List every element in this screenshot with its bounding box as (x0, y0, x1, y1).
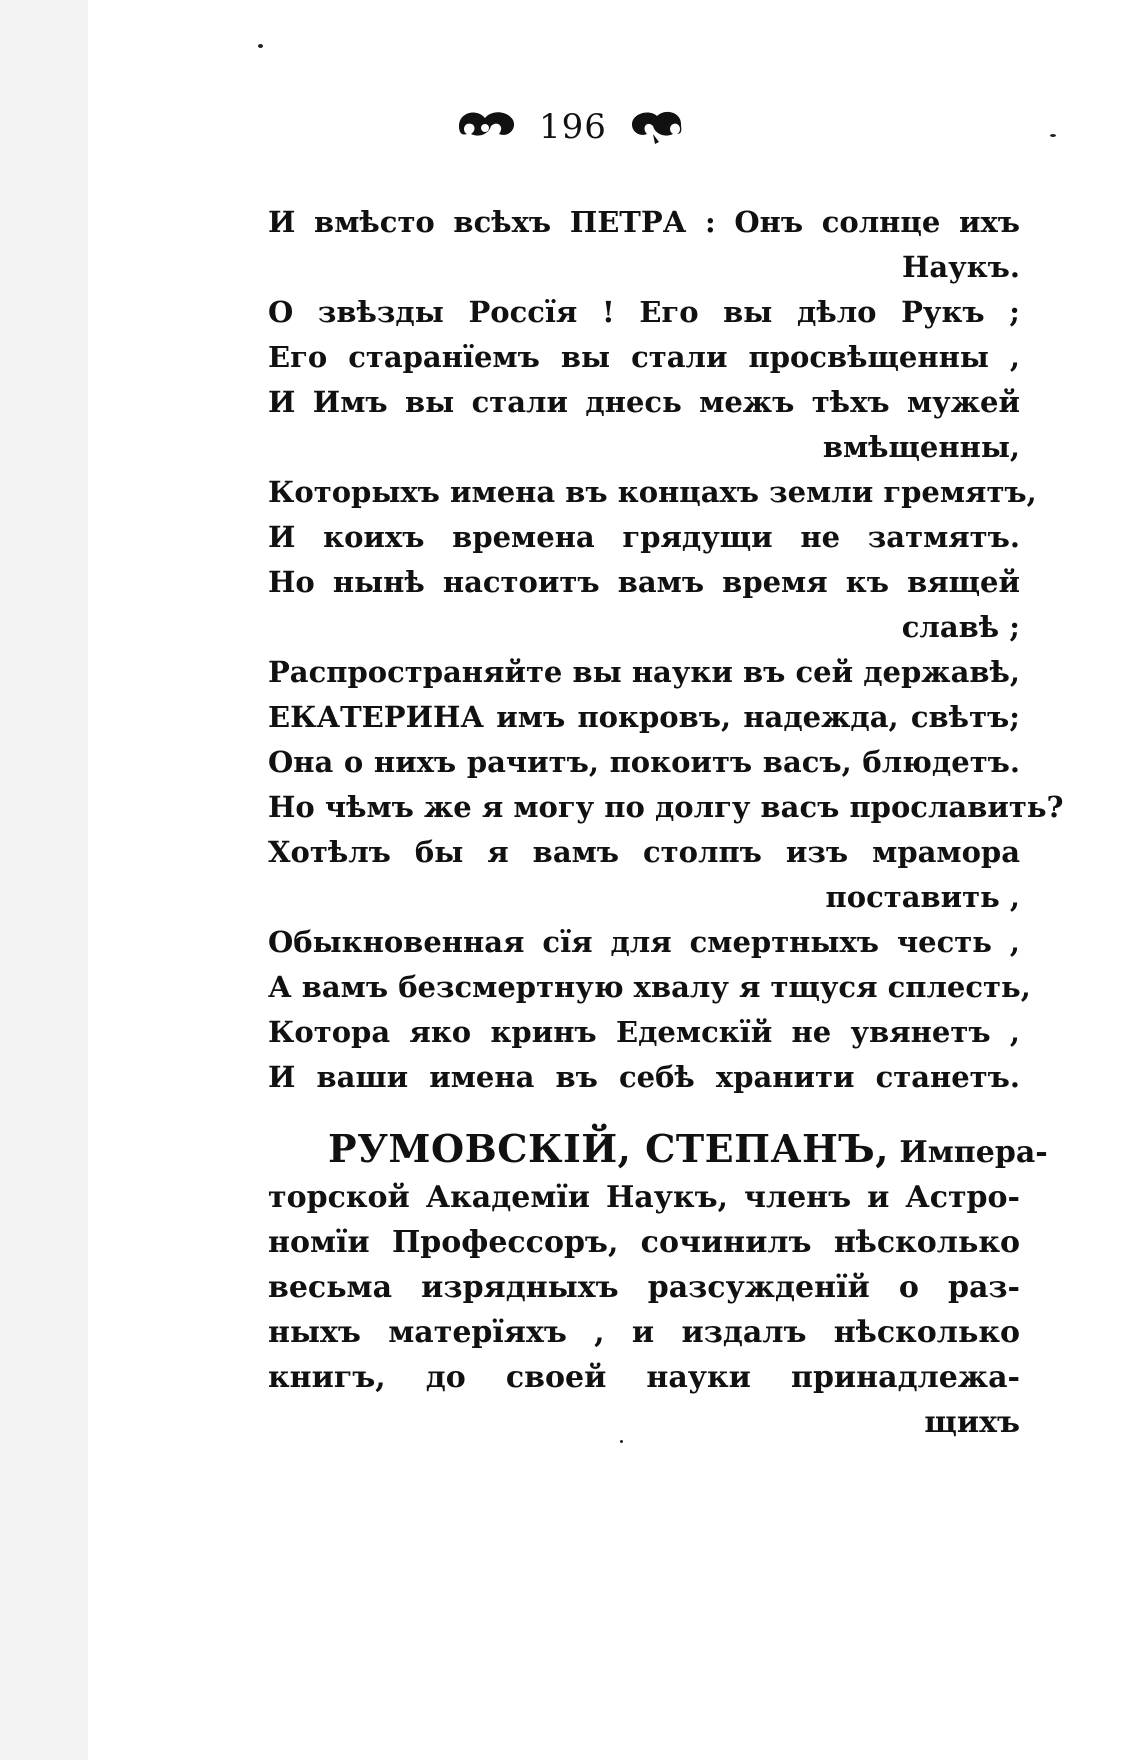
verse-line (268, 785, 1064, 830)
verse-overflow: поставить , (825, 880, 1020, 914)
verse-line (268, 515, 1020, 560)
entry-text: щихъ (924, 1405, 1020, 1440)
verse-line (268, 920, 1020, 965)
verse-line (268, 830, 1020, 920)
verse-line (268, 470, 1037, 515)
verse-line (268, 1010, 1020, 1055)
verse-overflow: славѣ ; (901, 610, 1020, 644)
page-header (0, 104, 1140, 149)
verse-line (268, 695, 1020, 740)
right-ornament-icon (625, 104, 685, 149)
verse-line (268, 560, 1020, 650)
verse-line (268, 290, 1020, 335)
entry-text: книгъ, до своей науки принадлежа- (268, 1360, 1020, 1395)
entry-text: номїи Профессоръ, сочинилъ нѣсколько (268, 1225, 1020, 1260)
entry-text: весьма изрядныхъ разсужденїй о раз- (268, 1270, 1020, 1305)
verse-line (268, 380, 1020, 470)
verse-overflow: Наукъ. (901, 250, 1020, 284)
verse-text: Котора яко кринъ Едемскїй не увянетъ , (268, 1015, 1020, 1049)
poem-block (268, 200, 1064, 1100)
verse-line (268, 1055, 1020, 1100)
verse-text: Она о нихъ рачитъ, покоитъ васъ, блюдетъ. (268, 745, 1020, 779)
entry-text: Импера- (899, 1135, 1048, 1170)
verse-line (268, 200, 1020, 290)
page-margin-shadow (0, 0, 88, 1760)
left-ornament-icon (455, 104, 521, 149)
entry-first-line (268, 1126, 1048, 1175)
verse-overflow: вмѣщенны, (822, 430, 1020, 464)
verse-text: И ваши имена въ себѣ хранити станетъ. (268, 1060, 1020, 1094)
verse-text: И коихъ времена грядущи не затмятъ. (268, 520, 1020, 554)
verse-line (268, 965, 1031, 1010)
verse-line (268, 650, 1020, 695)
entry-text: торской Академїи Наукъ, членъ и Астро- (268, 1180, 1020, 1215)
verse-text: Которыхъ имена въ концахъ земли гремятъ, (268, 475, 1037, 509)
verse-text: И вмѣсто всѣхъ ПЕТРА : Онъ солнце ихъ (268, 205, 1020, 239)
verse-text: Но нынѣ настоитъ вамъ время къ вящей (268, 565, 1020, 599)
verse-line (268, 335, 1020, 380)
verse-text: И Имъ вы стали днесь межъ тѣхъ мужей (268, 385, 1020, 419)
entry-text: ныхъ матерїяхъ , и издалъ нѣсколько (268, 1315, 1020, 1350)
verse-text: О звѣзды Россїя ! Его вы дѣло Рукъ ; (268, 295, 1020, 329)
biographical-entry (268, 1126, 1048, 1445)
verse-text: Обыкновенная сїя для смертныхъ честь , (268, 925, 1020, 959)
verse-text: ЕКАТЕРИНА имъ покровъ, надежда, свѣтъ; (268, 700, 1020, 734)
ink-speck (258, 44, 263, 48)
verse-text: Хотѣлъ бы я вамъ столпъ изъ мрамора (268, 835, 1020, 869)
verse-line (268, 740, 1020, 785)
page-number: 196 (539, 106, 607, 147)
verse-text: Но чѣмъ же я могу по долгу васъ прославить? (268, 790, 1064, 824)
entry-name: РУМОВСКІЙ, СТЕПАНЪ, (328, 1126, 889, 1171)
verse-text: Распространяйте вы науки въ сей державѣ, (268, 655, 1020, 689)
verse-text: А вамъ безсмертную хвалу я тщуся сплесть, (268, 970, 1031, 1004)
verse-text: Его старанїемъ вы стали просвѣщенны , (268, 340, 1020, 374)
